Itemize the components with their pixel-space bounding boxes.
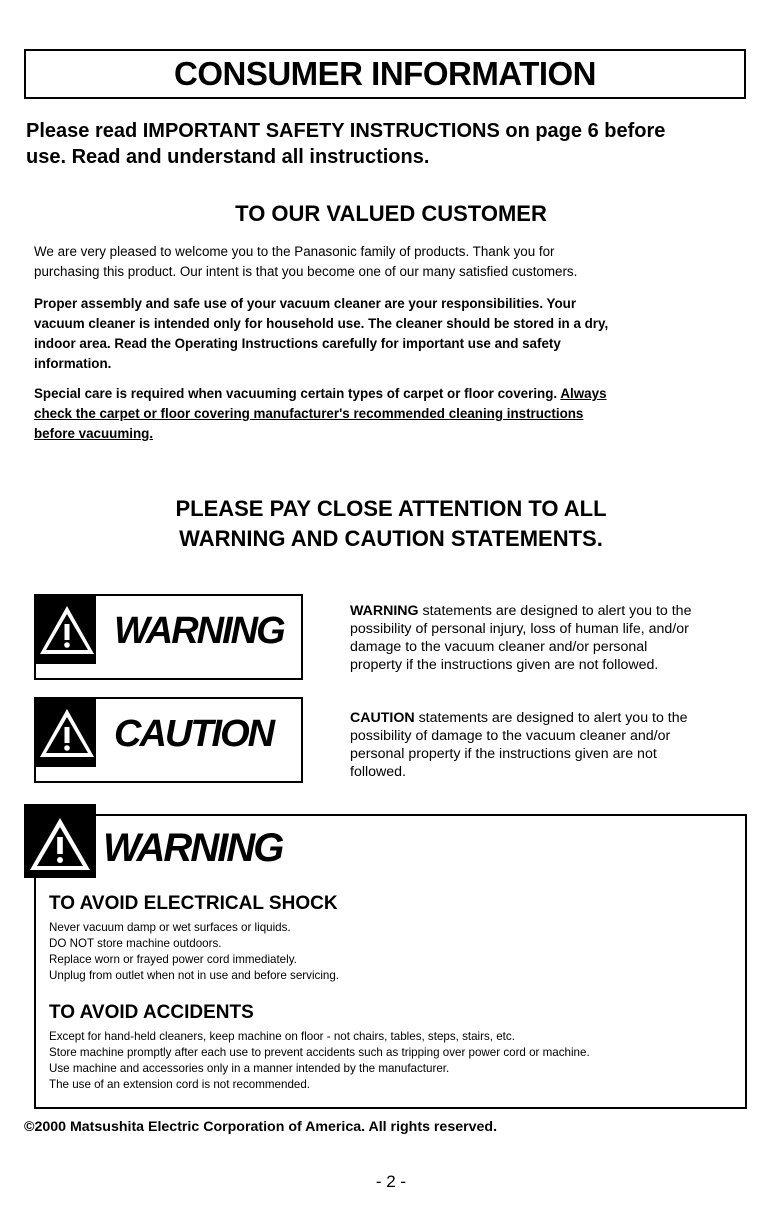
list-item: Unplug from outlet when not in use and before servicing. (49, 969, 340, 982)
paragraph-line: before vacuuming. (34, 426, 154, 441)
warning-label-box (34, 594, 303, 680)
warning-description (350, 602, 742, 674)
section-heading: TO OUR VALUED CUSTOMER (235, 201, 547, 226)
accidents-heading: TO AVOID ACCIDENTS (49, 1002, 254, 1023)
description-text: statements are designed to alert you to the (418, 603, 692, 619)
list-item: Replace worn or frayed power cord immediately. (49, 953, 297, 966)
list-item: Use machine and accessories only in a manner intended by the manufacturer. (49, 1062, 450, 1075)
list-item: The use of an extension cord is not recommended. (49, 1078, 311, 1091)
intro-line: use. Read and understand all instructions. (26, 146, 430, 168)
warning-label-word: WARNING (114, 610, 284, 652)
list-item: Never vacuum damp or wet surfaces or liquids. (49, 921, 291, 934)
big-warning-word: WARNING (103, 826, 283, 870)
paragraph-line: We are very pleased to welcome you to the Panasonic family of products. Thank you for (34, 244, 555, 259)
description-text: statements are designed to alert you to the (414, 710, 688, 726)
paragraph-line: check the carpet or floor covering manufacturer's recommended cleaning instructions (34, 406, 584, 421)
caution-label-box (34, 697, 303, 783)
paragraph-line (34, 384, 734, 404)
description-line: followed. (350, 764, 406, 780)
paragraph-line: purchasing this product. Our intent is that you become one of our many satisfied customers. (34, 264, 578, 279)
paragraph-line: Proper assembly and safe use of your vacuum cleaner are your responsibilities. Your (34, 296, 577, 311)
care-text-underlined: Always (560, 386, 607, 401)
warning-triangle-icon (38, 604, 96, 656)
copyright-text: ©2000 Matsushita Electric Corporation of America. All rights reserved. (24, 1119, 498, 1135)
description-bold: CAUTION (350, 710, 415, 726)
caution-label-word: CAUTION (114, 713, 274, 755)
header-box (24, 49, 746, 99)
caution-description (350, 709, 742, 781)
warning-triangle-icon (38, 707, 96, 759)
care-text: Special care is required when vacuuming certain types of carpet or floor covering. (34, 386, 561, 401)
heading-line: PLEASE PAY CLOSE ATTENTION TO ALL (175, 496, 607, 521)
shock-list (49, 920, 739, 984)
description-line: property if the instructions given are not followed. (350, 657, 659, 673)
intro-text (26, 118, 746, 170)
warning-triangle-icon (28, 816, 92, 872)
care-paragraph (34, 384, 734, 444)
description-line (350, 709, 742, 727)
description-bold: WARNING (350, 603, 419, 619)
list-item: Store machine promptly after each use to prevent accidents such as tripping over power cord or machine. (49, 1046, 590, 1059)
description-line: possibility of damage to the vacuum cleaner and/or (350, 728, 671, 744)
list-item: Except for hand-held cleaners, keep machine on floor - not chairs, tables, steps, stairs, etc. (49, 1030, 515, 1043)
heading-line: WARNING AND CAUTION STATEMENTS. (179, 526, 603, 551)
paragraph-line: vacuum cleaner is intended only for household use. The cleaner should be stored in a dry, (34, 316, 609, 331)
welcome-paragraph (34, 242, 734, 282)
paragraph-line: indoor area. Read the Operating Instructions carefully for important use and safety (34, 336, 561, 351)
paragraph-line: information. (34, 356, 112, 371)
description-line: personal property if the instructions given are not (350, 746, 657, 762)
accidents-list (49, 1029, 739, 1093)
shock-heading: TO AVOID ELECTRICAL SHOCK (49, 893, 338, 914)
intro-line: Please read IMPORTANT SAFETY INSTRUCTIONS on page 6 before (26, 120, 666, 142)
description-line: damage to the vacuum cleaner and/or personal (350, 639, 648, 655)
attention-heading (0, 494, 782, 554)
page-title: CONSUMER INFORMATION (173, 55, 597, 92)
description-line (350, 602, 742, 620)
list-item: DO NOT store machine outdoors. (49, 937, 222, 950)
responsibility-paragraph (34, 294, 734, 374)
description-line: possibility of personal injury, loss of human life, and/or (350, 621, 689, 637)
page-number: - 2 - (375, 1172, 407, 1191)
